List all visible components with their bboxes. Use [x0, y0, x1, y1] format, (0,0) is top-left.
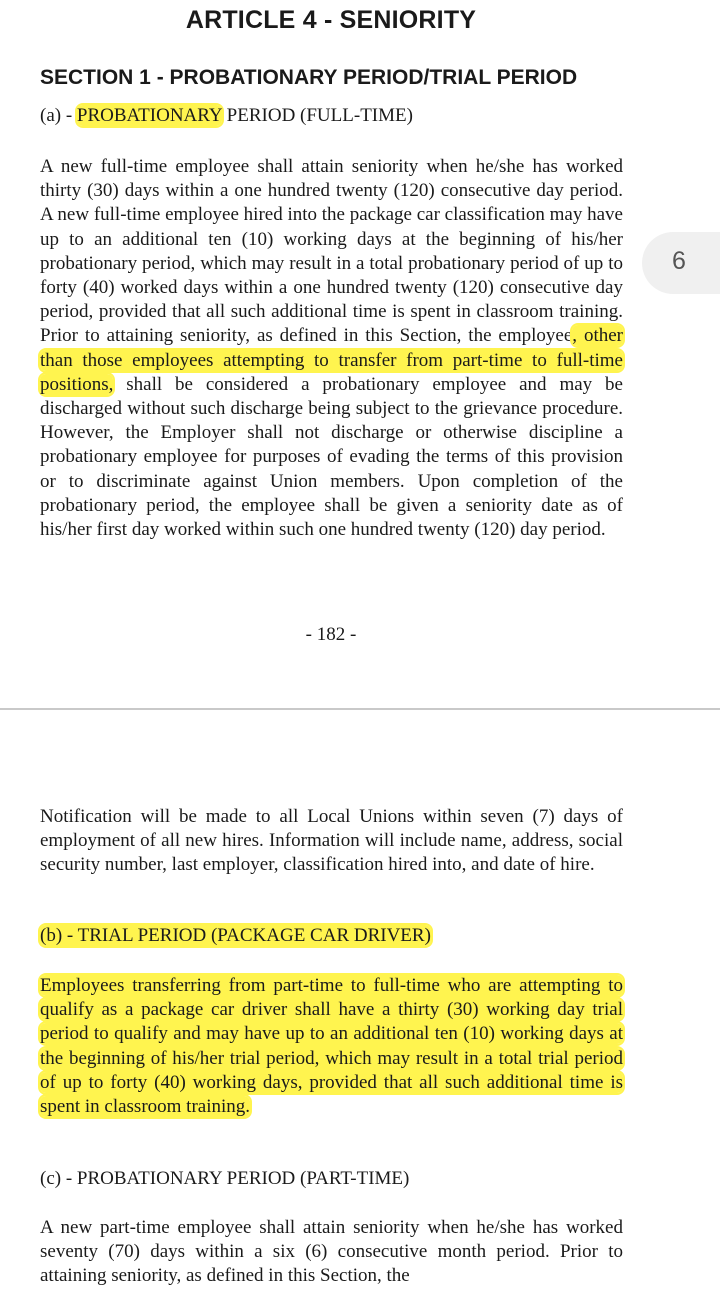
subheading-a: [40, 105, 640, 127]
paragraph-c: A new part-time employee shall attain seniority when he/she has worked seventy (70) days within a six (6) consecutive month period. Prior to attaining seniority, as defined in this Section, the: [40, 1217, 623, 1287]
page-indicator-tab[interactable]: [642, 232, 720, 294]
section-title: SECTION 1 - PROBATIONARY PERIOD/TRIAL PERIOD: [40, 66, 578, 89]
page-indicator-label: 6: [672, 247, 686, 275]
paragraph-a-part1: A new full-time employee shall attain seniority when he/she has worked thirty (30) days within a one hundred twenty (120) consecutive day period. A new full-time employee hired into the package car classification may have up to an additional ten (10) working days at the beginning of his/her probationary period, which may result in a total probationary period of up to forty (40) worked days within a one hundred twenty (120) consecutive day period, provided that all such additional time is spent in classroom training. Prior to attaining seniority, as defined in this Section, the employee: [40, 156, 623, 347]
subheading-a-suffix: PERIOD (FULL-TIME): [221, 105, 413, 126]
subheading-c: (c) - PROBATIONARY PERIOD (PART-TIME): [40, 1168, 410, 1189]
page-number: - 182 -: [305, 624, 357, 645]
notification-paragraph: Notification will be made to all Local Unions within seven (7) days of employment of all new hires. Information will include name, address, social security number, last employer, classification hired into, and date of hire.: [40, 806, 623, 876]
paragraph-b: [40, 974, 623, 1119]
subheading-b: [40, 925, 640, 947]
highlight-subheading-b[interactable]: (b) - TRIAL PERIOD (PACKAGE CAR DRIVER): [40, 925, 431, 946]
highlight-transfer-clause[interactable]: , other than those employees attempting to transfer from part-time to full-time positions,: [40, 325, 624, 395]
paragraph-a-part2: shall be considered a probationary employee and may be discharged without such discharge being subject to the grievance procedure. However, the Employer shall not discharge or otherwise discipline a probationary employee for purposes of evading the terms of this provision or to discriminate against Union members. Upon completion of the probationary period, the employee shall be given a seniority date as of his/her first day worked within such one hundred twenty (120) day period.: [40, 373, 623, 541]
subheading-a-prefix: (a) -: [40, 105, 77, 126]
page-divider: [0, 708, 720, 710]
article-title: ARTICLE 4 - SENIORITY: [185, 6, 477, 34]
highlight-paragraph-b[interactable]: Employees transferring from part-time to full-time who are attempting to qualify as a package car driver shall have a thirty (30) working day trial period to qualify and may have up to an additional ten (10) working days at the beginning of his/her trial period, which may result in a total trial period of up to forty (40) working days, provided that all such additional time is spent in classroom training.: [40, 975, 623, 1118]
highlight-probationary[interactable]: PROBATIONARY: [76, 105, 222, 126]
paragraph-a: [40, 155, 623, 542]
